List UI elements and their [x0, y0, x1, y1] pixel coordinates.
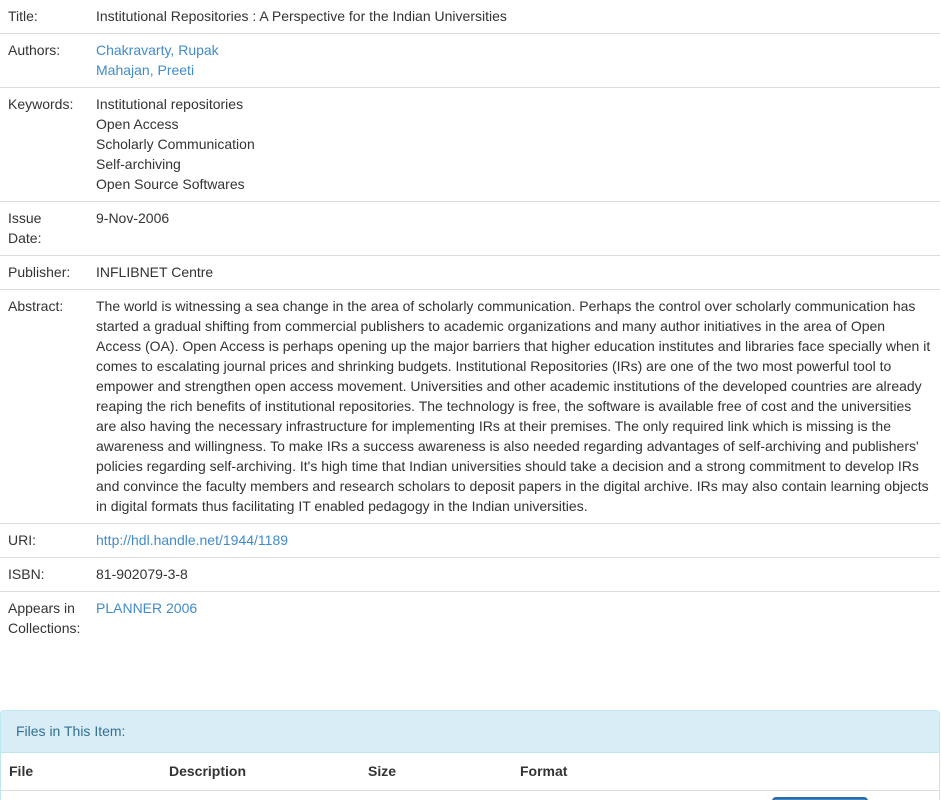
- abstract-value: The world is witnessing a sea change in the area of scholarly communication. Perhaps the control over scholarly communication has started a gradual shifting from commercial publishers to academic organizations and many author initiatives in the area of Open Access (OA). Open Access is perhaps opening up the major barriers that higher education institutes and libraries face specially when it comes to escalating journal prices and shrinking budgets. Institutional Repositories (IRs) are one of the two most powerful tool to empower and strengthen open access movement. Universities and other academic institutions of the developed countries are already reaping the rich benefits of institutional repositories. The technology is free, the software is available free of cost and the universities are also having the necessary infrastructure for implementing IRs at their premises. The only required link which is missing is the awareness and willingness. To make IRs a success awareness is also needed regarding advantages of self-archiving and publishers' policies regarding self-archiving. It's high time that Indian universities should take a decision and a strong commitment to develop IRs and convince the faculty members and research scholars to deposit papers in the digital archive. IRs may also contain learning objects in digital formats thus facilitating IT enabled pedagogy in the Indian universities.: [88, 290, 940, 524]
- isbn-label: ISBN:: [0, 558, 88, 592]
- collections-value: [88, 592, 940, 646]
- collections-label-line: Collections:: [8, 620, 81, 636]
- files-table-header: [1, 753, 939, 791]
- size-column-header: Size: [368, 763, 397, 779]
- abstract-label: Abstract:: [0, 290, 88, 524]
- format-column-header: Format: [520, 763, 568, 779]
- isbn-row: [0, 558, 940, 592]
- keyword: Open Source Softwares: [96, 176, 245, 192]
- file-column-header: File: [9, 763, 34, 779]
- description-column-header: Description: [169, 763, 247, 779]
- keyword: Scholarly Communication: [96, 136, 255, 152]
- isbn-value: 81-902079-3-8: [88, 558, 940, 592]
- keyword: Open Access: [96, 116, 179, 132]
- issue-date-label-line: Issue: [8, 210, 42, 226]
- keyword: Institutional repositories: [96, 96, 244, 112]
- authors-value: [88, 34, 940, 88]
- publisher-label: Publisher:: [0, 256, 88, 290]
- collections-label: [0, 592, 88, 646]
- files-panel: [0, 710, 940, 800]
- keywords-value: [88, 88, 940, 202]
- collections-row: [0, 592, 940, 646]
- author-link[interactable]: Chakravarty, Rupak: [96, 42, 219, 58]
- authors-row: [0, 34, 940, 88]
- issue-date-value: 9-Nov-2006: [88, 202, 940, 256]
- files-panel-heading: Files in This Item:: [1, 711, 939, 753]
- issue-date-label: [0, 202, 88, 256]
- uri-value: [88, 524, 940, 558]
- abstract-row: [0, 290, 940, 524]
- title-label: Title:: [8, 8, 38, 24]
- author-link[interactable]: Mahajan, Preeti: [96, 62, 195, 78]
- authors-label: Authors:: [0, 34, 88, 88]
- title-row: [0, 0, 940, 34]
- collection-link[interactable]: PLANNER 2006: [96, 600, 198, 616]
- issue-date-row: [0, 202, 940, 256]
- publisher-row: [0, 256, 940, 290]
- keyword: Self-archiving: [96, 156, 181, 172]
- uri-label: URI:: [0, 524, 88, 558]
- uri-row: [0, 524, 940, 558]
- issue-date-label-line: Date:: [8, 230, 42, 246]
- uri-link[interactable]: http://hdl.handle.net/1944/1189: [96, 532, 289, 548]
- title-value: Institutional Repositories : A Perspective for the Indian Universities: [96, 8, 507, 24]
- collections-label-line: Appears in: [8, 600, 75, 616]
- keywords-label: Keywords:: [0, 88, 88, 202]
- keywords-row: [0, 88, 940, 202]
- publisher-value: INFLIBNET Centre: [88, 256, 940, 290]
